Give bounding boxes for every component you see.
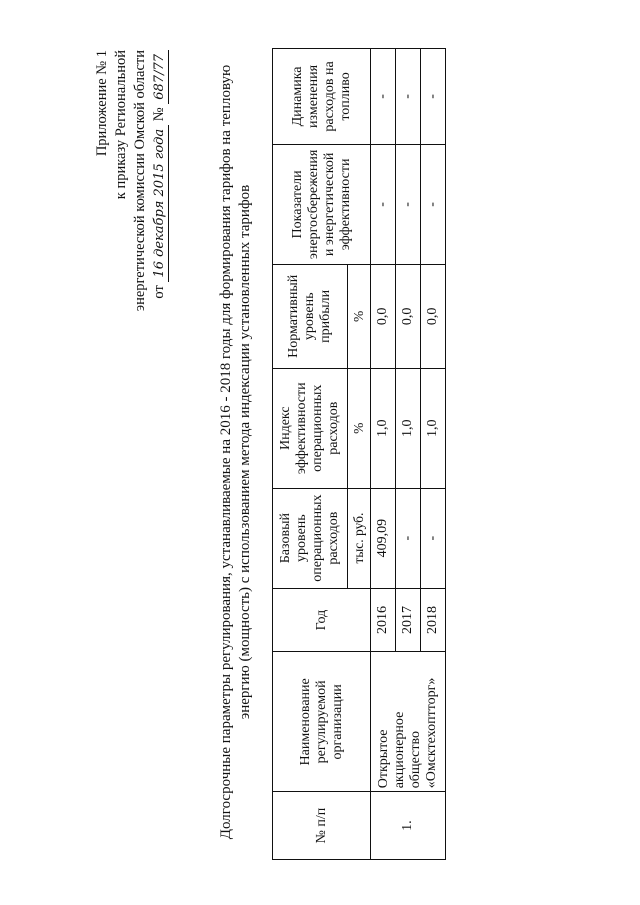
header-energy: Показатели энергосбережения и энергетической эффективности bbox=[273, 144, 371, 264]
header-fuel: Динамика изменения расходов на топливо bbox=[273, 49, 371, 145]
header-index: Индекс эффективности операционных расходов bbox=[273, 368, 348, 488]
date-prefix: от bbox=[151, 285, 167, 299]
appendix-title: Приложение № 1 bbox=[94, 50, 110, 157]
handwritten-number: 687/77 bbox=[152, 50, 169, 104]
cell-base: - bbox=[421, 488, 446, 588]
unit-profit: % bbox=[348, 264, 371, 368]
cell-fuel: - bbox=[371, 49, 396, 145]
title-line-2: энергию (мощность) с использованием метода индексации установленных тарифов bbox=[237, 184, 253, 720]
cell-energy: - bbox=[421, 144, 446, 264]
handwritten-date: 16 декабря 2015 года bbox=[152, 125, 169, 282]
cell-index: 1,0 bbox=[371, 368, 396, 488]
header-year: Год bbox=[273, 588, 371, 652]
table-row bbox=[371, 49, 396, 860]
header-num: № п/п bbox=[273, 792, 371, 860]
cell-year: 2016 bbox=[371, 588, 396, 652]
cell-index: 1,0 bbox=[396, 368, 421, 488]
cell-base: 409,09 bbox=[371, 488, 396, 588]
org-name: Открытое акционерное общество «Омсктехоптторг» bbox=[371, 652, 446, 792]
title-line-1: Долгосрочные параметры регулирования, устанавливаемые на 2016 - 2018 годы для формирования тарифов на тепловую bbox=[218, 64, 234, 840]
rotated-document-page bbox=[85, 22, 555, 882]
header-row bbox=[273, 49, 348, 860]
cell-energy: - bbox=[371, 144, 396, 264]
appendix-commission-line: энергетической комиссии Омской области bbox=[132, 50, 148, 312]
cell-index: 1,0 bbox=[421, 368, 446, 488]
number-sign: № bbox=[151, 107, 167, 122]
cell-profit: 0,0 bbox=[396, 264, 421, 368]
header-profit: Нормативный уровень прибыли bbox=[273, 264, 348, 368]
unit-index: % bbox=[348, 368, 371, 488]
document-title bbox=[217, 42, 255, 862]
cell-profit: 0,0 bbox=[371, 264, 396, 368]
header-org: Наименование регулируемой организации bbox=[273, 652, 371, 792]
cell-year: 2018 bbox=[421, 588, 446, 652]
unit-base: тыс. руб. bbox=[348, 488, 371, 588]
appendix-block bbox=[93, 50, 169, 390]
cell-fuel: - bbox=[396, 49, 421, 145]
cell-profit: 0,0 bbox=[421, 264, 446, 368]
appendix-order-line: к приказу Региональной bbox=[113, 50, 129, 200]
cell-fuel: - bbox=[421, 49, 446, 145]
cell-energy: - bbox=[396, 144, 421, 264]
header-base: Базовый уровень операционных расходов bbox=[273, 488, 348, 588]
cell-base: - bbox=[396, 488, 421, 588]
cell-year: 2017 bbox=[396, 588, 421, 652]
parameters-table bbox=[272, 48, 446, 860]
row-number: 1. bbox=[371, 792, 446, 860]
appendix-date-line bbox=[150, 50, 169, 390]
